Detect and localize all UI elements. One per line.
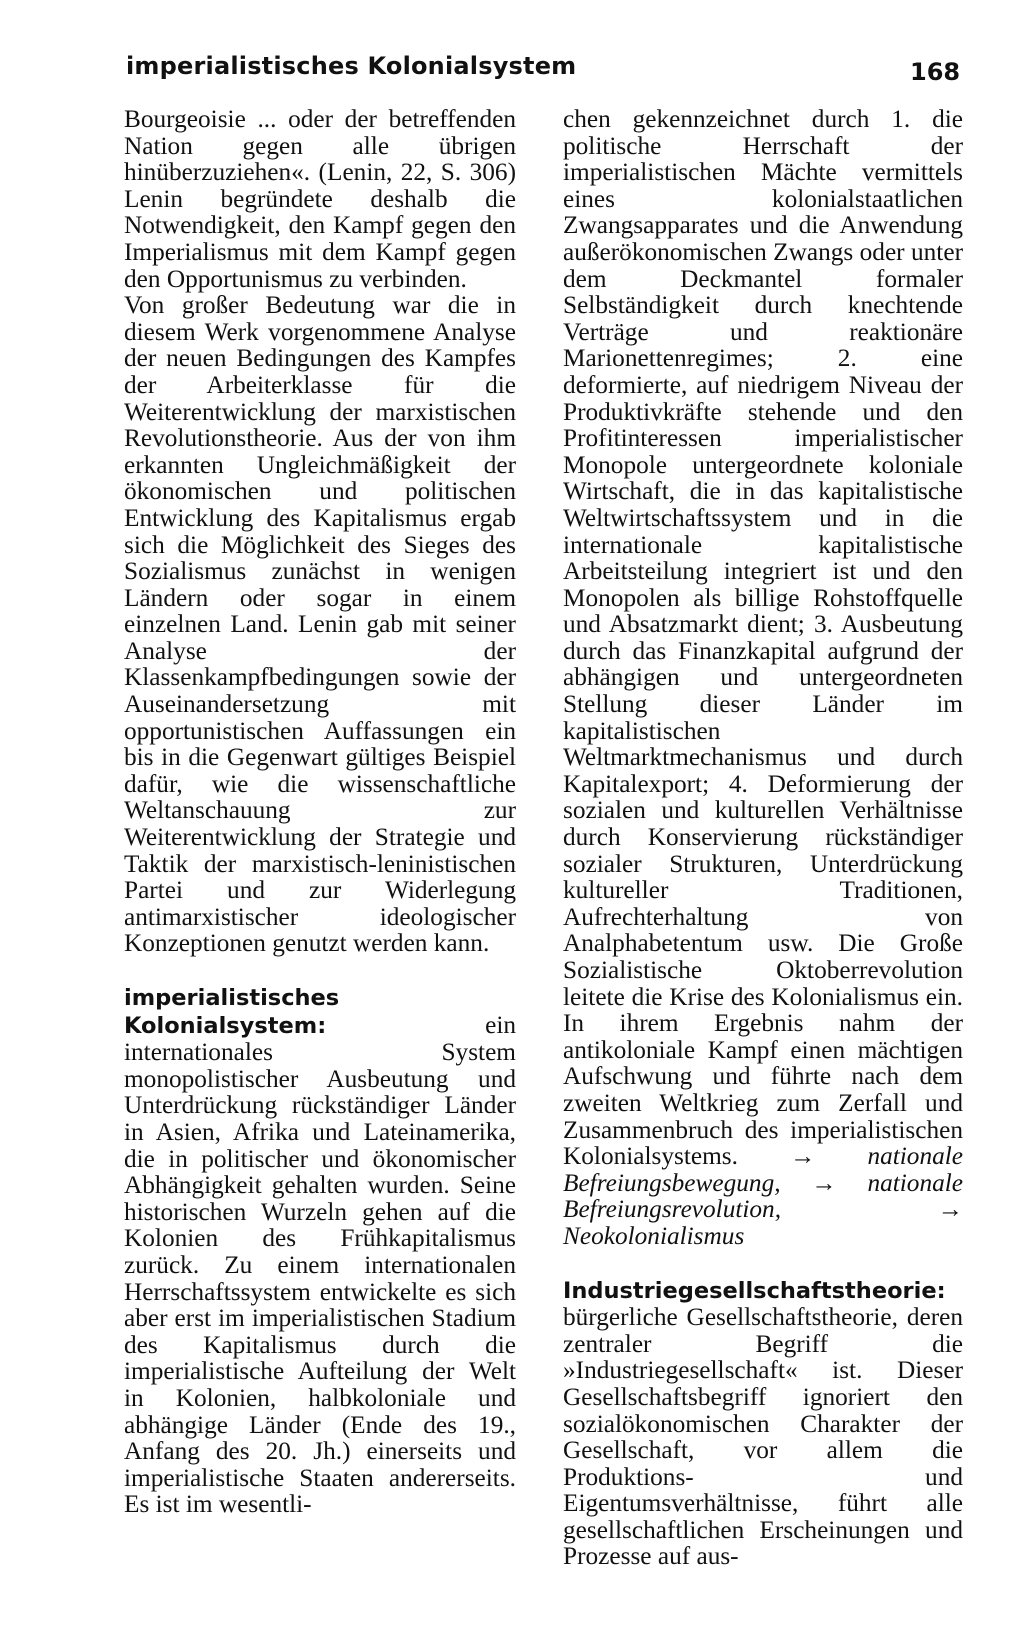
cross-reference: → nationale Befreiungsrevolution, <box>563 1168 963 1224</box>
entry-definition: bürgerliche Gesellschaftstheorie, deren zentraler Begriff die »Industriegesellschaft« ist. Dieser Gesellschaftsbegriff ignoriert den sozialökonomischen Charakter der Gesellschaft, vor allem die Produktions- und Eigentumsverhältnisse, führt alle gesellschaftlichen Erscheinungen und Prozesse auf aus- <box>563 1303 963 1571</box>
paragraph-kolonialsystem-continuation <box>563 106 963 1250</box>
entry-spacer <box>563 1250 963 1277</box>
right-column <box>563 106 963 1570</box>
entry-keyword: imperialistisches Kolonialsystem: <box>124 985 340 1039</box>
entry-spacer <box>124 957 516 984</box>
cross-reference: → Neokolonialismus <box>563 1195 963 1250</box>
paragraph-revolution-theory: Von großer Bedeutung war die in diesem Werk vorgenommene Analyse der neuen Bedingungen des Kampfes der Arbeiterklasse für die Weiterentwicklung der marxistischen Revolutionstheorie. Aus der von ihm erkannten Ungleichmäßigkeit der ökonomischen und politischen Entwicklung des Kapitalismus ergab sich die Möglichkeit des Sieges des Sozialismus zunächst in wenigen Ländern oder sogar in einem einzelnen Land. Lenin gab mit seiner Analyse der Klassenkampfbedingungen sowie der Auseinandersetzung mit opportunistischen Auffassungen ein bis in die Gegenwart gültiges Beispiel dafür, wie die wissenschaftliche Weltanschauung zur Weiterentwicklung der Strategie und Taktik der marxistisch-leninistischen Partei und zur Widerlegung antimarxistischer ideologischer Konzeptionen genutzt werden kann. <box>124 291 516 958</box>
paragraph-text: chen gekennzeichnet durch 1. die politische Herrschaft der imperialistischen Mächte vermittels eines kolonialstaatlichen Zwangsapparates und die Anwendung außerökonomischen Zwangs oder unter dem Deckmantel formaler Selbständigkeit durch knechtende Verträge und reaktionäre Marionettenregimes; 2. eine deformierte, auf niedrigem Niveau der Produktivkräfte stehende und den Profitinteressen imperialistischer Monopole untergeordnete koloniale Wirtschaft, die in das kapitalistische Weltwirtschaftssystem und in die internationale kapitalistische Arbeitsteilung integriert ist und den Monopolen als billige Rohstoffquelle und Absatzmarkt dient; 3. Ausbeutung durch das Finanzkapital aufgrund der abhängigen und untergeordneten Stellung dieser Länder im kapitalistischen Weltmarktmechanismus und durch Kapitalexport; 4. Deformierung der sozialen und kulturellen Verhältnisse durch Konservierung rückständiger sozialer Strukturen, Unterdrückung kultureller Traditionen, Aufrechterhaltung von Analphabetentum usw. Die Große Sozialistische Oktoberrevolution leitete die Krise des Kolonialismus ein. In ihrem Ergebnis nahm der antikoloniale Kampf einen mächtigen Aufschwung und führte nach dem zweiten Weltkrieg zum Zerfall und Zusammenbruch des imperialistischen Kolonialsystems. <box>563 105 963 1171</box>
entry-imperialistisches-kolonialsystem <box>124 984 516 1518</box>
page-number: 168 <box>910 58 961 86</box>
cross-reference: → nationale Befreiungsbewegung, <box>563 1142 963 1197</box>
paragraph-lenin-continuation: Bourgeoisie ... oder der betreffenden Nation gegen alle übrigen hinüberzuziehen«. (Lenin, 22, S. 306) Lenin begründete deshalb die Notwendigkeit, den Kampf gegen den Imperialismus mit dem Kampf gegen den Opportunismus zu verbinden. <box>124 105 516 293</box>
entry-definition: ein internationales System monopolistischer Ausbeutung und Unterdrückung rückständiger Länder in Asien, Afrika und Lateinamerika, die in politischer und ökonomischer Abhängigkeit gehalten wurden. Seine historischen Wurzeln gehen auf die Kolonien des Frühkapitalismus zurück. Zu einem internationalen Herrschaftssystem entwickelte es sich aber erst im imperialistischen Stadium des Kapitalismus durch die imperialistische Aufteilung der Welt in Kolonien, halbkoloniale und abhängige Länder (Ende des 19., Anfang des 20. Jh.) einerseits und imperialistische Staaten andererseits. Es ist im wesentli- <box>124 1010 516 1519</box>
entry-industriegesellschaftstheorie <box>563 1277 963 1571</box>
left-column <box>124 106 516 1518</box>
entry-keyword: Industriegesellschaftstheorie: <box>563 1277 946 1304</box>
running-header-title: imperialistisches Kolonialsystem <box>126 52 577 80</box>
